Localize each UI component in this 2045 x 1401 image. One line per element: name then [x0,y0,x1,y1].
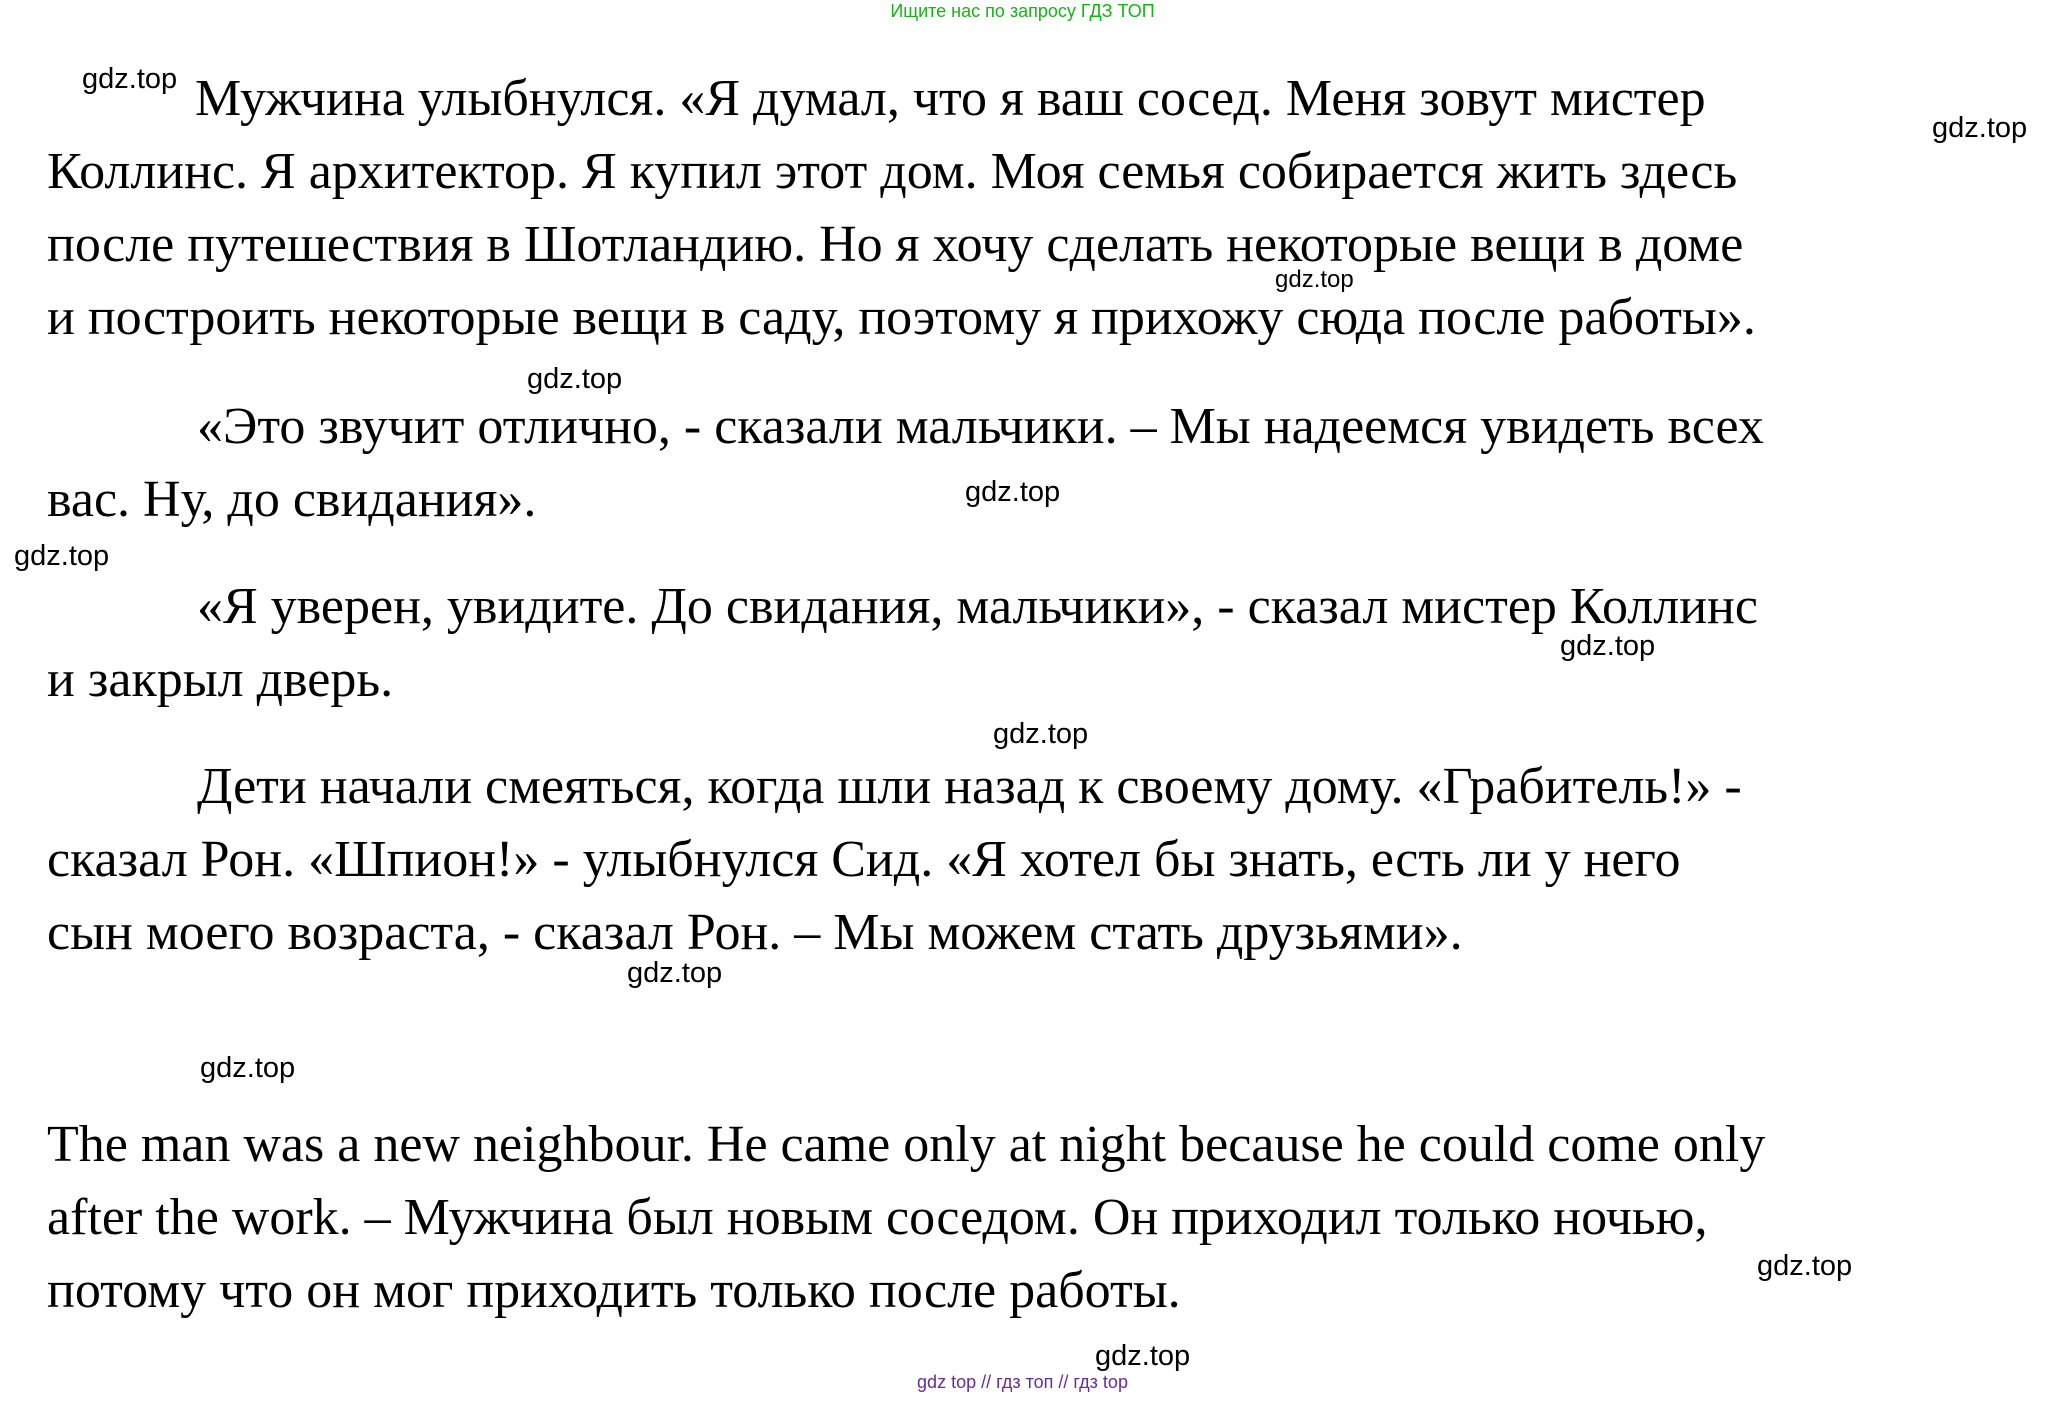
paragraph-line: «Это звучит отлично, - сказали мальчики. – Мы надеемся увидеть всех [197,398,1764,455]
watermark-label: gdz.top [1275,266,1354,293]
footer-banner: gdz top // гдз топ // гдз top [917,1372,1128,1392]
paragraph-5 [47,1108,2007,1327]
watermark-label: gdz.top [965,476,1061,508]
header-banner: Ищите нас по запросу ГДЗ ТОП [890,1,1155,21]
paragraph-line: вас. Ну, до свидания». [47,471,537,528]
paragraph-line: и закрыл дверь. [47,651,394,708]
paragraph-line: потому что он мог приходить только после работы. [47,1262,1181,1319]
paragraph-4 [47,750,2007,969]
paragraph-line: «Я уверен, увидите. До свидания, мальчики», - сказал мистер Коллинс [197,578,1758,635]
watermark-label: gdz.top [527,363,623,395]
watermark-label: gdz.top [993,718,1089,750]
paragraph-2 [47,390,2007,536]
watermark-label: gdz.top [1757,1250,1853,1282]
paragraph-line: и построить некоторые вещи в саду, поэтому я прихожу сюда после работы». [47,289,1756,346]
watermark-label: gdz.top [1095,1340,1191,1372]
watermark-label: gdz.top [82,63,178,95]
paragraph-3 [47,570,2007,716]
watermark-label: gdz.top [1560,630,1656,662]
paragraph-line: Мужчина улыбнулся. «Я думал, что я ваш сосед. Меня зовут мистер [195,70,1706,127]
paragraph-line: Коллинс. Я архитектор. Я купил этот дом. Моя семья собирается жить здесь [47,143,1738,200]
watermark-label: gdz.top [200,1052,296,1084]
paragraph-line: after the work. – Мужчина был новым соседом. Он приходил только ночью, [47,1189,1708,1246]
paragraph-line: Дети начали смеяться, когда шли назад к своему дому. «Грабитель!» - [197,758,1742,815]
paragraph-line: The man was a new neighbour. He came only at night because he could come only [47,1116,1766,1173]
watermark-label: gdz.top [14,540,110,572]
watermark-label: gdz.top [1932,112,2028,144]
paragraph-line: сказал Рон. «Шпион!» - улыбнулся Сид. «Я хотел бы знать, есть ли у него [47,831,1681,888]
paragraph-1 [47,62,2007,354]
paragraph-line: сын моего возраста, - сказал Рон. – Мы можем стать друзьями». [47,904,1463,961]
paragraph-line: после путешествия в Шотландию. Но я хочу сделать некоторые вещи в доме [47,216,1744,273]
watermark-label: gdz.top [627,957,723,989]
